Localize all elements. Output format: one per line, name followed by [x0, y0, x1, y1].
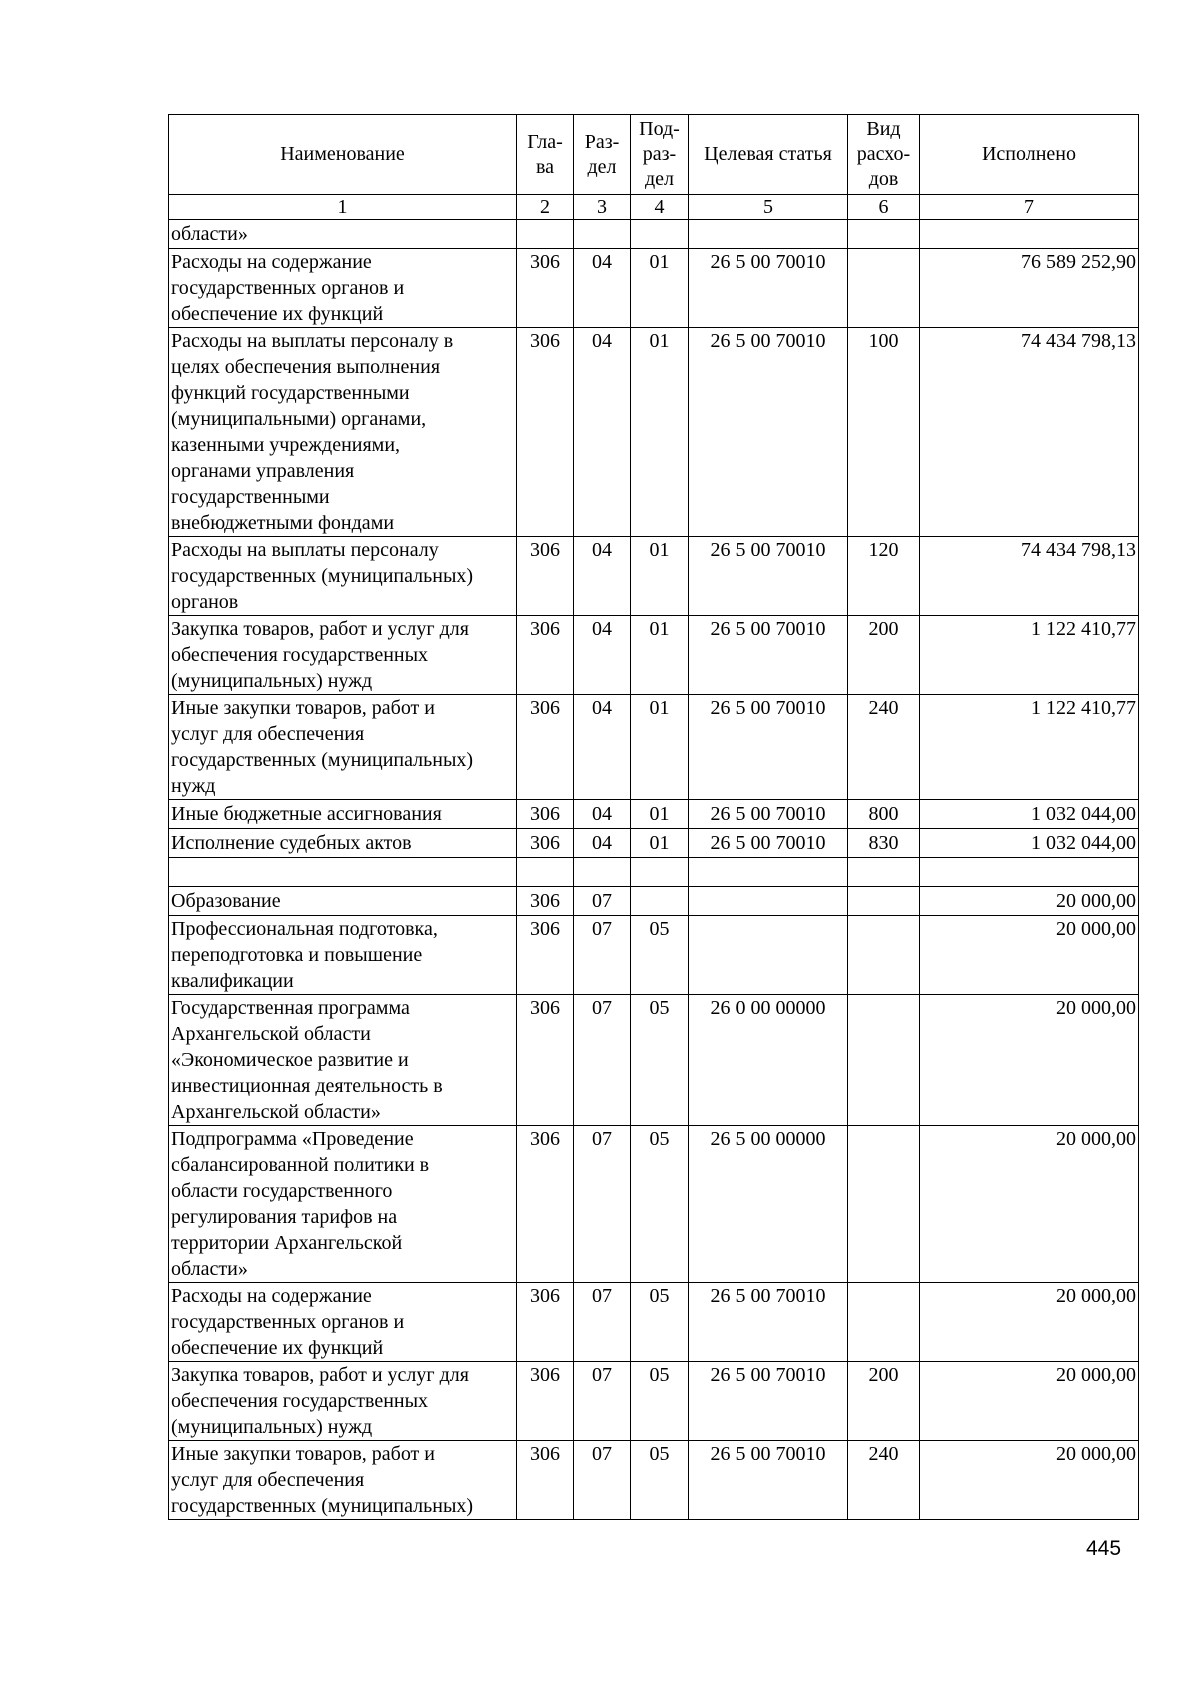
cell-executed: 1 122 410,77: [920, 695, 1139, 800]
cell-razdel: [574, 858, 631, 887]
cell-expense-type: 240: [848, 695, 920, 800]
table-row: [169, 858, 1139, 887]
cell-executed: 76 589 252,90: [920, 249, 1139, 328]
cell-glava: [517, 858, 574, 887]
cell-executed: 1 032 044,00: [920, 829, 1139, 858]
cell-expense-type: 830: [848, 829, 920, 858]
cell-razdel: 07: [574, 1362, 631, 1441]
cell-target-article: 26 0 00 00000: [689, 995, 848, 1126]
cell-razdel: 07: [574, 1126, 631, 1283]
cell-target-article: 26 5 00 70010: [689, 800, 848, 829]
cell-expense-type: 120: [848, 537, 920, 616]
cell-executed: 20 000,00: [920, 1362, 1139, 1441]
column-number: 1: [169, 195, 517, 220]
cell-razdel: 04: [574, 616, 631, 695]
header-glava: Гла- ва: [517, 115, 574, 195]
cell-razdel: 07: [574, 1283, 631, 1362]
cell-podrazdel: 01: [631, 695, 689, 800]
cell-glava: 306: [517, 995, 574, 1126]
cell-glava: 306: [517, 616, 574, 695]
cell-executed: 1 122 410,77: [920, 616, 1139, 695]
cell-expense-type: 800: [848, 800, 920, 829]
cell-glava: 306: [517, 1283, 574, 1362]
table-row: [169, 1362, 1139, 1441]
header-executed: Исполнено: [920, 115, 1139, 195]
table-row: [169, 916, 1139, 995]
table-row: [169, 1283, 1139, 1362]
cell-glava: [517, 220, 574, 249]
cell-name: Профессиональная подготовка, переподготовка и повышение квалификации: [169, 916, 517, 995]
cell-podrazdel: 01: [631, 829, 689, 858]
cell-target-article: [689, 858, 848, 887]
cell-podrazdel: 01: [631, 328, 689, 537]
cell-executed: 20 000,00: [920, 1283, 1139, 1362]
cell-name: [169, 858, 517, 887]
cell-podrazdel: 01: [631, 249, 689, 328]
header-row: [169, 115, 1139, 195]
cell-name: Исполнение судебных актов: [169, 829, 517, 858]
cell-podrazdel: 01: [631, 537, 689, 616]
cell-executed: [920, 220, 1139, 249]
column-number: 4: [631, 195, 689, 220]
cell-glava: 306: [517, 1362, 574, 1441]
cell-target-article: 26 5 00 70010: [689, 695, 848, 800]
cell-executed: 1 032 044,00: [920, 800, 1139, 829]
header-razdel: Раз- дел: [574, 115, 631, 195]
cell-podrazdel: 05: [631, 1126, 689, 1283]
cell-podrazdel: 05: [631, 916, 689, 995]
cell-glava: 306: [517, 887, 574, 916]
table-row: [169, 1126, 1139, 1283]
cell-name: Расходы на выплаты персоналу в целях обеспечения выполнения функций государственными (муниципальными) органами, казенными учреждениями, органами управления государственными внебюджетными фондами: [169, 328, 517, 537]
cell-target-article: 26 5 00 70010: [689, 328, 848, 537]
cell-razdel: 04: [574, 328, 631, 537]
cell-glava: 306: [517, 695, 574, 800]
table-body: [169, 220, 1139, 1520]
cell-expense-type: 240: [848, 1441, 920, 1520]
cell-razdel: 07: [574, 1441, 631, 1520]
table-row: [169, 328, 1139, 537]
cell-name: Иные бюджетные ассигнования: [169, 800, 517, 829]
header-target-article: Целевая статья: [689, 115, 848, 195]
cell-name: Закупка товаров, работ и услуг для обеспечения государственных (муниципальных) нужд: [169, 616, 517, 695]
cell-executed: 20 000,00: [920, 887, 1139, 916]
cell-name: Расходы на содержание государственных органов и обеспечение их функций: [169, 1283, 517, 1362]
cell-expense-type: [848, 1283, 920, 1362]
header-name: Наименование: [169, 115, 517, 195]
cell-executed: 20 000,00: [920, 995, 1139, 1126]
table-row: [169, 537, 1139, 616]
column-number: 3: [574, 195, 631, 220]
cell-razdel: 04: [574, 249, 631, 328]
cell-name: Расходы на выплаты персоналу государственных (муниципальных) органов: [169, 537, 517, 616]
cell-glava: 306: [517, 328, 574, 537]
cell-target-article: 26 5 00 70010: [689, 537, 848, 616]
cell-target-article: 26 5 00 70010: [689, 1362, 848, 1441]
cell-name: Подпрограмма «Проведение сбалансированной политики в области государственного регулирования тарифов на территории Архангельской области»: [169, 1126, 517, 1283]
cell-name: области»: [169, 220, 517, 249]
header-podrazdel: Под- раз- дел: [631, 115, 689, 195]
cell-expense-type: [848, 995, 920, 1126]
cell-glava: 306: [517, 1441, 574, 1520]
cell-podrazdel: [631, 887, 689, 916]
cell-target-article: [689, 887, 848, 916]
cell-executed: 20 000,00: [920, 1126, 1139, 1283]
cell-target-article: 26 5 00 70010: [689, 616, 848, 695]
cell-razdel: 04: [574, 537, 631, 616]
cell-executed: 20 000,00: [920, 1441, 1139, 1520]
cell-name: Государственная программа Архангельской области «Экономическое развитие и инвестиционная деятельность в Архангельской области»: [169, 995, 517, 1126]
cell-glava: 306: [517, 1126, 574, 1283]
cell-razdel: 07: [574, 916, 631, 995]
cell-expense-type: 100: [848, 328, 920, 537]
cell-executed: 74 434 798,13: [920, 328, 1139, 537]
cell-glava: 306: [517, 537, 574, 616]
cell-razdel: 04: [574, 829, 631, 858]
cell-glava: 306: [517, 249, 574, 328]
cell-glava: 306: [517, 800, 574, 829]
cell-expense-type: [848, 249, 920, 328]
table-row: [169, 887, 1139, 916]
cell-executed: 74 434 798,13: [920, 537, 1139, 616]
cell-target-article: 26 5 00 70010: [689, 1283, 848, 1362]
cell-expense-type: 200: [848, 1362, 920, 1441]
cell-expense-type: [848, 858, 920, 887]
cell-glava: 306: [517, 829, 574, 858]
column-number: 6: [848, 195, 920, 220]
budget-table: [168, 114, 1139, 1520]
cell-name: Иные закупки товаров, работ и услуг для обеспечения государственных (муниципальных) нужд: [169, 695, 517, 800]
table-row: [169, 616, 1139, 695]
cell-glava: 306: [517, 916, 574, 995]
cell-name: Закупка товаров, работ и услуг для обеспечения государственных (муниципальных) нужд: [169, 1362, 517, 1441]
cell-podrazdel: 05: [631, 1283, 689, 1362]
table-row: [169, 695, 1139, 800]
cell-razdel: 07: [574, 887, 631, 916]
cell-expense-type: [848, 916, 920, 995]
column-number-row: [169, 195, 1139, 220]
table-row: [169, 829, 1139, 858]
cell-target-article: [689, 220, 848, 249]
table-row: [169, 1441, 1139, 1520]
cell-podrazdel: 05: [631, 995, 689, 1126]
cell-expense-type: [848, 887, 920, 916]
cell-podrazdel: 01: [631, 616, 689, 695]
cell-expense-type: [848, 220, 920, 249]
header-expense-type: Вид расхо- дов: [848, 115, 920, 195]
cell-target-article: 26 5 00 00000: [689, 1126, 848, 1283]
cell-podrazdel: [631, 858, 689, 887]
cell-name: Расходы на содержание государственных органов и обеспечение их функций: [169, 249, 517, 328]
cell-target-article: 26 5 00 70010: [689, 829, 848, 858]
table-row: [169, 249, 1139, 328]
page-number: 445: [1086, 1537, 1122, 1560]
column-number: 2: [517, 195, 574, 220]
table-row: [169, 220, 1139, 249]
cell-name: Образование: [169, 887, 517, 916]
cell-target-article: 26 5 00 70010: [689, 249, 848, 328]
cell-razdel: 07: [574, 995, 631, 1126]
cell-name: Иные закупки товаров, работ и услуг для обеспечения государственных (муниципальных): [169, 1441, 517, 1520]
cell-podrazdel: 01: [631, 800, 689, 829]
table-row: [169, 995, 1139, 1126]
column-number: 7: [920, 195, 1139, 220]
cell-target-article: 26 5 00 70010: [689, 1441, 848, 1520]
table-row: [169, 800, 1139, 829]
cell-razdel: 04: [574, 800, 631, 829]
cell-razdel: 04: [574, 695, 631, 800]
cell-executed: [920, 858, 1139, 887]
cell-target-article: [689, 916, 848, 995]
cell-podrazdel: 05: [631, 1441, 689, 1520]
column-number: 5: [689, 195, 848, 220]
cell-expense-type: [848, 1126, 920, 1283]
cell-expense-type: 200: [848, 616, 920, 695]
cell-podrazdel: [631, 220, 689, 249]
cell-executed: 20 000,00: [920, 916, 1139, 995]
cell-podrazdel: 05: [631, 1362, 689, 1441]
cell-razdel: [574, 220, 631, 249]
